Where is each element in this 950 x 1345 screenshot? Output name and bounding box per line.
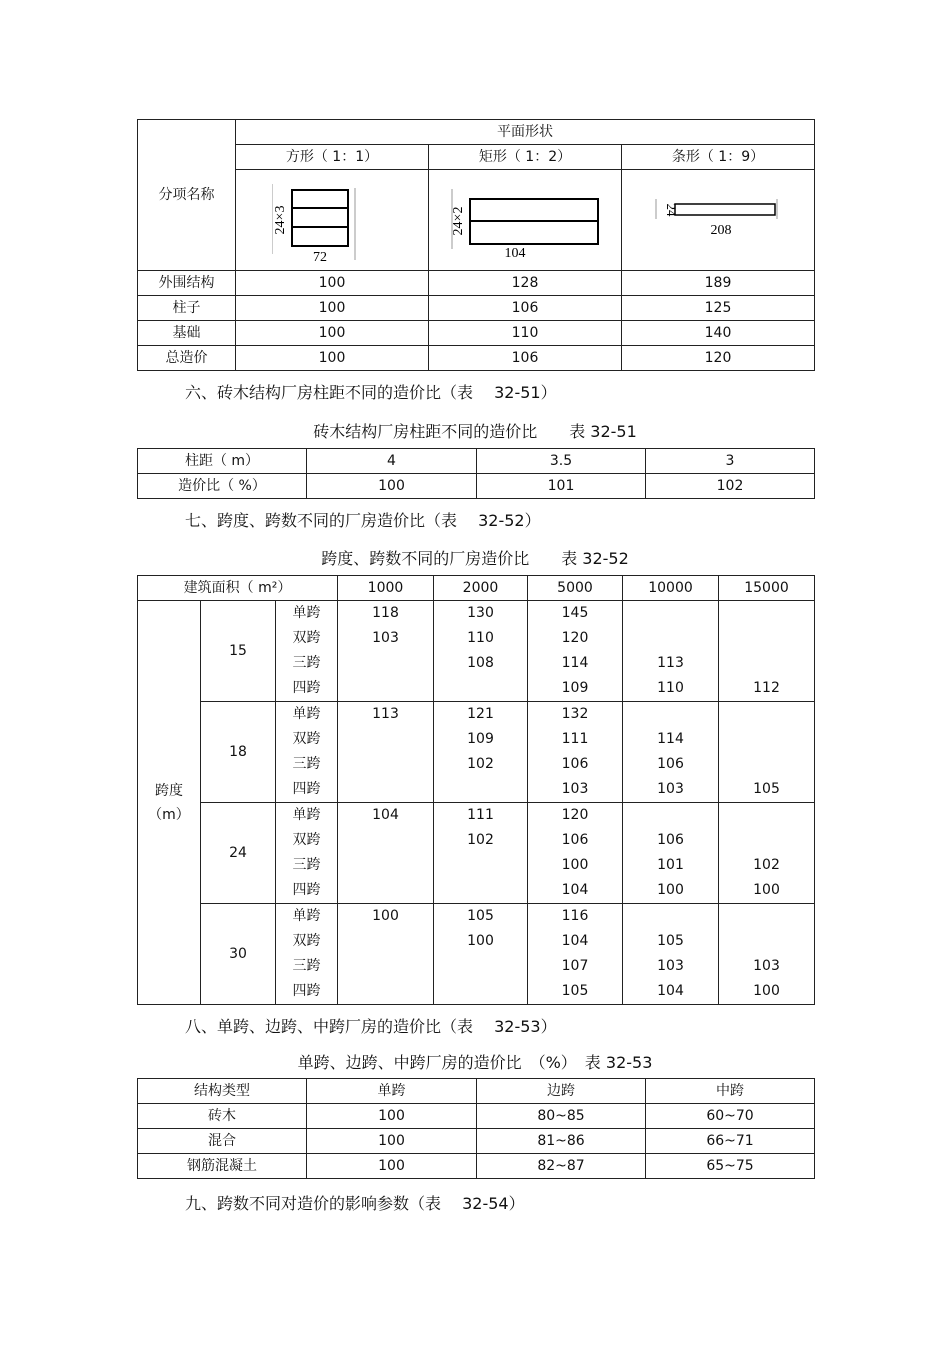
value-cell: 103 (561, 781, 589, 797)
cell: 3 (646, 449, 815, 474)
value-cell (338, 828, 433, 853)
span-type-label: 单跨 (292, 908, 321, 924)
value-cell: 121 (467, 706, 494, 722)
row-name: 外围结构 (138, 271, 236, 296)
span-type-label: 双跨 (292, 832, 321, 848)
value-cell (719, 702, 814, 727)
value-cell: 104 (561, 933, 589, 949)
cell: 106 (429, 296, 622, 321)
value-cell: 106 (657, 756, 684, 772)
span-type-label: 三跨 (292, 958, 321, 974)
value-column (719, 803, 815, 904)
value-cell: 104 (657, 983, 684, 999)
row-name: 柱子 (138, 296, 236, 321)
cell: 100 (307, 1104, 477, 1129)
area-value: 15000 (719, 576, 815, 601)
cell: 125 (622, 296, 815, 321)
value-cell: 105 (467, 908, 494, 924)
cell: 82~87 (477, 1154, 646, 1179)
span-type-label: 双跨 (292, 630, 321, 646)
cell: 102 (646, 474, 815, 499)
cell: 钢筋混凝土 (138, 1154, 307, 1179)
square-plan-diagram (236, 170, 429, 271)
value-column (434, 601, 528, 702)
value-cell: 120 (561, 630, 589, 646)
value-cell: 108 (467, 655, 494, 671)
value-cell: 106 (561, 832, 589, 848)
value-cell: 110 (657, 680, 684, 696)
span-type-label: 单跨 (292, 605, 321, 621)
header-cell: 结构类型 (138, 1079, 307, 1104)
value-cell (338, 676, 433, 701)
value-cell: 105 (753, 781, 780, 797)
value-cell: 102 (467, 756, 494, 772)
value-cell (719, 929, 814, 954)
dim-side: 24×2 (451, 206, 466, 235)
value-column (434, 904, 528, 1005)
span-group-row (138, 702, 815, 803)
section-9-heading: 九、跨数不同对造价的影响参数（表 32-54） (185, 1194, 525, 1213)
shape-label: 矩形（ 1：2） (429, 145, 622, 170)
span-type-label: 四跨 (292, 680, 321, 696)
header-cell: 中跨 (646, 1079, 815, 1104)
value-cell: 116 (561, 908, 589, 924)
value-column (528, 601, 623, 702)
cell: 189 (622, 271, 815, 296)
value-cell (434, 954, 527, 979)
value-column (719, 702, 815, 803)
value-cell (338, 929, 433, 954)
value-cell: 101 (657, 857, 684, 873)
value-cell (434, 878, 527, 903)
cell: 120 (622, 346, 815, 371)
value-cell (338, 954, 433, 979)
value-cell (623, 626, 718, 651)
dim-side: 24×3 (273, 205, 288, 234)
value-cell: 100 (372, 908, 399, 924)
value-cell: 113 (372, 706, 399, 722)
span-types (276, 904, 338, 1005)
value-column (528, 702, 623, 803)
cell: 140 (622, 321, 815, 346)
value-column (434, 803, 528, 904)
value-column (528, 904, 623, 1005)
cell: 3.5 (477, 449, 646, 474)
span-types (276, 601, 338, 702)
cell: 81~86 (477, 1129, 646, 1154)
value-cell (338, 727, 433, 752)
value-cell: 132 (561, 706, 589, 722)
value-column (528, 803, 623, 904)
cell: 128 (429, 271, 622, 296)
value-column (338, 904, 434, 1005)
value-cell: 103 (657, 958, 684, 974)
span-type-label: 四跨 (292, 781, 321, 797)
cell: 100 (236, 271, 429, 296)
cell: 80~85 (477, 1104, 646, 1129)
span-types (276, 803, 338, 904)
area-value: 1000 (338, 576, 434, 601)
cell: 100 (307, 1129, 477, 1154)
span-value: 18 (201, 702, 276, 803)
value-cell: 106 (561, 756, 589, 772)
value-cell: 114 (657, 731, 684, 747)
table-51-caption: 砖木结构厂房柱距不同的造价比 表 32-51 (313, 422, 637, 441)
shape-label: 方形（ 1：1） (236, 145, 429, 170)
value-cell: 104 (561, 882, 589, 898)
value-cell: 100 (753, 882, 780, 898)
value-column (719, 601, 815, 702)
span-value: 15 (201, 601, 276, 702)
row-header: 分项名称 (138, 120, 236, 271)
value-column (623, 601, 719, 702)
value-column (623, 803, 719, 904)
value-cell: 105 (561, 983, 589, 999)
value-cell (719, 803, 814, 828)
value-cell: 100 (753, 983, 780, 999)
value-cell: 100 (467, 933, 494, 949)
value-cell: 106 (657, 832, 684, 848)
value-cell (434, 676, 527, 701)
area-value: 10000 (623, 576, 719, 601)
cell: 66~71 (646, 1129, 815, 1154)
table-53-caption: 单跨、边跨、中跨厂房的造价比 （%） 表 32-53 (297, 1053, 653, 1072)
value-cell: 100 (657, 882, 684, 898)
dim-bottom: 72 (313, 249, 327, 264)
value-cell: 110 (467, 630, 494, 646)
span-group-row (138, 803, 815, 904)
value-cell: 103 (657, 781, 684, 797)
value-cell (719, 601, 814, 626)
span-type-label: 三跨 (292, 756, 321, 772)
rect-plan-diagram (429, 170, 622, 271)
value-cell (719, 904, 814, 929)
span-type-label: 单跨 (292, 706, 321, 722)
span-type-label: 四跨 (292, 983, 321, 999)
value-cell: 104 (372, 807, 399, 823)
row-name: 总造价 (138, 346, 236, 371)
value-cell (623, 803, 718, 828)
cell: 100 (307, 1154, 477, 1179)
value-column (338, 601, 434, 702)
value-cell: 105 (657, 933, 684, 949)
shape-cost-table (137, 119, 815, 371)
value-cell (434, 979, 527, 1004)
value-cell (623, 601, 718, 626)
span-position-table (137, 1078, 815, 1179)
value-cell (719, 626, 814, 651)
cell: 106 (429, 346, 622, 371)
value-cell (338, 853, 433, 878)
cell: 100 (236, 321, 429, 346)
section-6-heading: 六、砖木结构厂房柱距不同的造价比（表 32-51） (185, 383, 557, 402)
value-cell (623, 702, 718, 727)
cell: 4 (307, 449, 477, 474)
cell: 砖木 (138, 1104, 307, 1129)
value-cell: 120 (561, 807, 589, 823)
span-value: 30 (201, 904, 276, 1005)
span-types (276, 702, 338, 803)
span-type-label: 单跨 (292, 807, 321, 823)
cell: 101 (477, 474, 646, 499)
span-type-label: 双跨 (292, 933, 321, 949)
cell: 60~70 (646, 1104, 815, 1129)
span-cost-table (137, 575, 815, 1005)
value-cell (338, 752, 433, 777)
span-type-label: 三跨 (292, 655, 321, 671)
cell: 110 (429, 321, 622, 346)
value-cell: 109 (561, 680, 589, 696)
value-cell: 103 (753, 958, 780, 974)
value-column (623, 702, 719, 803)
value-column (623, 904, 719, 1005)
value-cell: 118 (372, 605, 399, 621)
cell: 100 (236, 346, 429, 371)
value-cell (719, 828, 814, 853)
value-cell (338, 777, 433, 802)
table-52-caption: 跨度、跨数不同的厂房造价比 表 32-52 (321, 549, 629, 568)
span-group-row (138, 904, 815, 1005)
span-unit: （m） (148, 806, 190, 823)
area-value: 2000 (434, 576, 528, 601)
group-header: 平面形状 (236, 120, 815, 145)
header-cell: 单跨 (307, 1079, 477, 1104)
column-spacing-table (137, 448, 815, 499)
dim-side: 24 (664, 203, 679, 216)
value-cell (434, 777, 527, 802)
area-header: 建筑面积（ m²） (138, 576, 338, 601)
value-cell (434, 853, 527, 878)
row-name: 基础 (138, 321, 236, 346)
value-cell (623, 904, 718, 929)
value-cell: 100 (561, 857, 589, 873)
value-cell: 102 (467, 832, 494, 848)
value-cell: 107 (561, 958, 589, 974)
span-group-row (138, 601, 815, 702)
cell: 混合 (138, 1129, 307, 1154)
span-type-label: 双跨 (292, 731, 321, 747)
value-cell: 130 (467, 605, 494, 621)
value-cell: 102 (753, 857, 780, 873)
value-cell: 112 (753, 680, 780, 696)
value-column (338, 702, 434, 803)
value-cell (719, 727, 814, 752)
value-cell: 114 (561, 655, 589, 671)
value-cell: 103 (372, 630, 399, 646)
span-type-label: 三跨 (292, 857, 321, 873)
section-8-heading: 八、单跨、边跨、中跨厂房的造价比（表 32-53） (185, 1017, 557, 1036)
value-cell: 113 (657, 655, 684, 671)
cell: 65~75 (646, 1154, 815, 1179)
shape-label: 条形（ 1：9） (622, 145, 815, 170)
value-cell (719, 651, 814, 676)
cell: 100 (307, 474, 477, 499)
value-cell: 111 (561, 731, 589, 747)
dim-bottom: 208 (710, 222, 732, 238)
value-cell (338, 651, 433, 676)
section-7-heading: 七、跨度、跨数不同的厂房造价比（表 32-52） (185, 511, 541, 530)
span-label: 跨度 (155, 782, 183, 799)
area-value: 5000 (528, 576, 623, 601)
dim-bottom: 104 (504, 245, 526, 259)
header-cell: 边跨 (477, 1079, 646, 1104)
cell: 100 (236, 296, 429, 321)
value-cell (338, 979, 433, 1004)
value-column (434, 702, 528, 803)
value-cell (338, 878, 433, 903)
span-type-label: 四跨 (292, 882, 321, 898)
value-cell: 111 (467, 807, 494, 823)
value-cell: 145 (561, 605, 589, 621)
value-cell: 109 (467, 731, 494, 747)
value-cell (719, 752, 814, 777)
span-value: 24 (201, 803, 276, 904)
cell: 柱距（ m） (138, 449, 307, 474)
cell: 造价比（ %） (138, 474, 307, 499)
value-column (719, 904, 815, 1005)
span-label-cell (138, 601, 201, 1005)
value-column (338, 803, 434, 904)
strip-plan-diagram (622, 170, 815, 271)
